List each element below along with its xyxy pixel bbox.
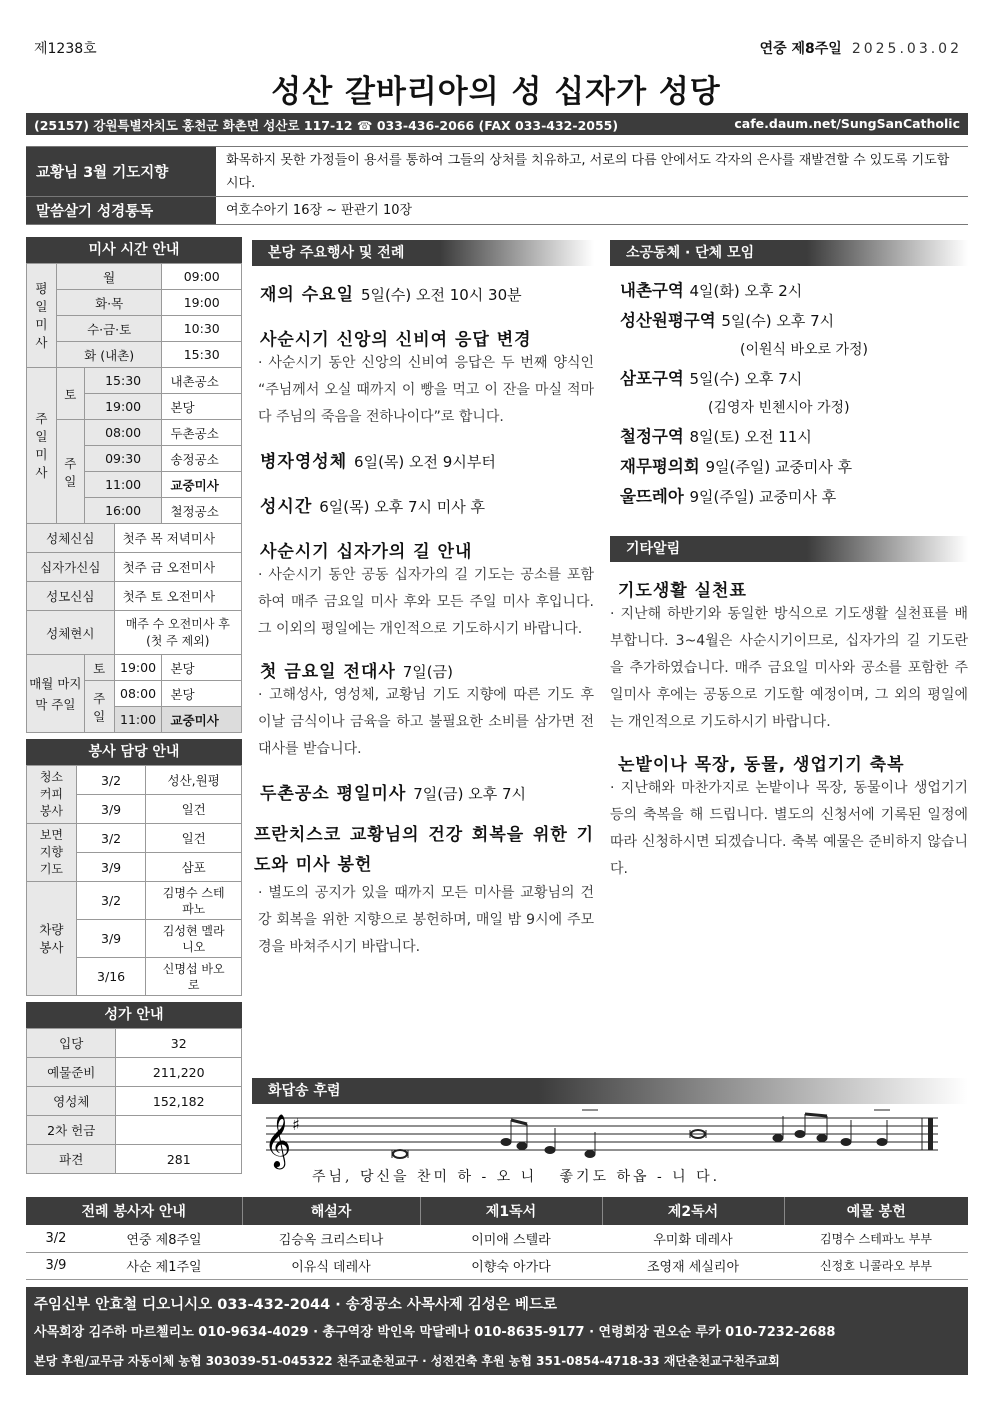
hymn-number: 211,220 (116, 1058, 242, 1087)
address-text: (25157) 강원특별자치도 홍천군 화촌면 성산로 117-12 ☎ 033-436-2066 (FAX 033-432-2055) (34, 118, 619, 133)
table-cell: 이유식 데레사 (242, 1252, 420, 1279)
community-item: 재무평의회 9일(주일) 교중미사 후 (620, 457, 853, 476)
duty-date: 3/2 (76, 824, 146, 853)
mass-place: 송정공소 (162, 446, 242, 472)
duty-group-name: 차량봉사 (27, 882, 77, 996)
table-cell: 연중 제8주일 (86, 1225, 242, 1252)
communities-title: 소공동체 · 단체 모임 (610, 240, 968, 266)
mass-time: 09:30 (84, 446, 162, 472)
page-title: 성산 갈바리아의 성 십자가 성당 (271, 74, 721, 110)
hymn-label: 파견 (27, 1145, 116, 1174)
community-note: (이원식 바오로 가정) (740, 342, 869, 358)
duty-date: 3/9 (76, 920, 146, 958)
address-bar (26, 113, 968, 135)
mass-day: 화 (내촌) (56, 342, 162, 368)
notice-body: · 지난해 하반기와 동일한 방식으로 기도생활 실천표를 배부합니다. 3~4월은 사순시기이므로, 십자가의 길 기도란을 추가하였습니다. 매주 금요일 미사와 공소를 포함한 주일미사 후에는 공동으로 기도할 예정이며, 그 외의 평일에는 개인적으로 기도하시기 바랍니다. (610, 606, 968, 730)
left-column (26, 237, 242, 1174)
mass-time: 15:30 (162, 342, 242, 368)
devotion-when: 첫주 금 오전미사 (114, 553, 241, 582)
footer-contacts (26, 1287, 968, 1375)
mass-day: 월 (56, 264, 162, 290)
event-heading: 재의 수요일 5일(수) 오전 10시 30분 (260, 285, 522, 305)
event-body: · 사순시기 동안 신앙의 신비여 응답은 두 번째 양식인 “주님께서 오실 때까지 이 빵을 먹고 이 잔을 마실 적마다 주님의 죽음을 전하나이다”로 합니다. (258, 355, 594, 425)
date-text: 2025.03.02 (851, 41, 962, 57)
table-row (26, 1225, 968, 1252)
prayer-intention-text: 화목하지 못한 가정들이 용서를 통하여 그들의 상처를 치유하고, 서로의 다름 안에서도 각자의 은사를 재발견할 수 있도록 기도합시다. (226, 153, 950, 191)
liturgy-servers-table (26, 1197, 968, 1280)
psalm-title: 화답송 후렴 (252, 1078, 968, 1104)
bible-reading-text: 여호수아기 16장 ~ 판관기 10장 (226, 203, 413, 218)
prayer-intention-label: 교황님 3월 기도지향 (26, 147, 216, 196)
table-cell: 우미화 데레사 (602, 1225, 784, 1252)
mass-times-table (26, 263, 242, 733)
communities-section (610, 240, 968, 883)
other-notices-title: 기타알림 (610, 536, 968, 562)
event-heading: 병자영성체 6일(목) 오전 9시부터 (260, 452, 496, 472)
duty-person: 신명섭 바오로 (146, 958, 242, 996)
table-header: 예물 봉헌 (784, 1197, 968, 1225)
parish-events-title: 본당 주요행사 및 전례 (252, 240, 594, 266)
mass-time: 19:00 (162, 290, 242, 316)
hymn-label: 영성체 (27, 1087, 116, 1116)
service-duty-table (26, 765, 242, 996)
mass-time: 11:00 (84, 472, 162, 498)
duty-date: 3/2 (76, 766, 146, 795)
hymn-number: 152,182 (116, 1087, 242, 1116)
hymns-table (26, 1028, 242, 1174)
mass-time: 15:30 (84, 368, 162, 394)
table-cell: 3/2 (26, 1225, 86, 1252)
service-duty-title: 봉사 담당 안내 (26, 739, 242, 765)
mass-time: 19:00 (114, 655, 162, 681)
treble-clef-icon: 𝄞 (264, 1113, 292, 1167)
event-body: · 사순시기 동안 공동 십자가의 길 기도는 공소를 포함하여 매주 금요일 미사 후와 모든 주일 미사 후입니다. 그 이외의 평일에는 개인적으로 기도하시기 바랍니다. (258, 567, 594, 637)
duty-date: 3/9 (76, 795, 146, 824)
hymn-number: 281 (116, 1145, 242, 1174)
table-row (26, 1252, 968, 1279)
mass-time: 16:00 (84, 498, 162, 524)
event-heading: 두촌공소 평일미사 7일(금) 오후 7시 (260, 784, 526, 804)
psalm-lyrics: 주님, 당신을 찬미 하 - 오 니 좋기도 하옵 - 니 다. (312, 1169, 721, 1185)
duty-group-name: 청소커피봉사 (27, 766, 77, 824)
duty-person: 김명수 스테파노 (146, 882, 242, 920)
last-sunday-label: 매월 마지막 주일 (27, 655, 85, 733)
table-header: 제2독서 (602, 1197, 784, 1225)
event-heading: 성시간 6일(목) 오후 7시 미사 후 (260, 497, 485, 517)
table-cell: 3/9 (26, 1252, 86, 1279)
table-cell: 이미애 스텔라 (420, 1225, 602, 1252)
duty-date: 3/9 (76, 853, 146, 882)
table-cell: 김승옥 크리스티나 (242, 1225, 420, 1252)
community-item: 철정구역 8일(토) 오전 11시 (620, 427, 812, 446)
community-item: 내촌구역 4일(화) 오후 2시 (620, 281, 803, 300)
event-heading: 프란치스코 교황님의 건강 회복을 위한 기도와 미사 봉헌 (254, 825, 594, 875)
hymn-number (116, 1116, 242, 1145)
footer-council-line: 사목회장 김주하 마르첼리노 010-9634-4029 · 총구역장 박인옥 막달레나 010-8635-9177 · 연령회장 권오순 루카 010-7232-2688 (34, 1325, 836, 1340)
table-header: 해설자 (242, 1197, 420, 1225)
sharp-icon: ♯ (292, 1115, 300, 1134)
last-sunday-day-label: 주일 (84, 681, 114, 733)
event-heading: 첫 금요일 전대사 7일(금) (260, 662, 453, 682)
issue-number: 제1238호 (34, 41, 97, 57)
table-header: 전례 봉사자 안내 (26, 1197, 242, 1225)
event-body: · 고해성사, 영성체, 교황님 기도 지향에 따른 기도 후 이날 금식이나 금육을 하고 불필요한 소비를 삼가면 전대사를 받습니다. (258, 687, 594, 757)
hymn-label: 2차 헌금 (27, 1116, 116, 1145)
mass-day: 수·금·토 (56, 316, 162, 342)
mass-time: 09:00 (162, 264, 242, 290)
saturday-label: 토 (56, 368, 84, 420)
devotion-name: 성체현시 (27, 611, 115, 655)
event-heading: 사순시기 신앙의 신비여 응답 변경 (260, 330, 532, 350)
mass-place: 내촌공소 (162, 368, 242, 394)
mass-time: 10:30 (162, 316, 242, 342)
table-header: 제1독서 (420, 1197, 602, 1225)
duty-date: 3/2 (76, 882, 146, 920)
devotion-when: 매주 수 오전미사 후 (첫 주 제외) (114, 611, 241, 655)
footer-account-line: 본당 후원/교무금 자동이체 농협 303039-51-045322 천주교춘천교구 · 성전건축 후원 농협 351-0854-4718-33 재단춘천교구천주교회 (34, 1354, 780, 1368)
parish-events-section (252, 240, 594, 961)
mass-time: 08:00 (114, 681, 162, 707)
hymns-title: 성가 안내 (26, 1002, 242, 1028)
table-cell: 조영재 세실리아 (602, 1252, 784, 1279)
community-item: 울뜨레아 9일(주일) 교중미사 후 (620, 487, 837, 506)
duty-person: 삼포 (146, 853, 242, 882)
community-item: 성산원평구역 5일(수) 오후 7시 (620, 311, 835, 330)
duty-person: 성산,원평 (146, 766, 242, 795)
mass-place: 철정공소 (162, 498, 242, 524)
prayer-section (26, 146, 968, 225)
mass-time: 19:00 (84, 394, 162, 420)
mass-place: 교중미사 (162, 707, 242, 733)
website-link[interactable]: cafe.daum.net/SungSanCatholic (734, 116, 960, 131)
mass-place: 교중미사 (162, 472, 242, 498)
table-cell: 사순 제1주일 (86, 1252, 242, 1279)
mass-place: 본당 (162, 655, 242, 681)
duty-person: 일건 (146, 795, 242, 824)
event-body: · 별도의 공지가 있을 때까지 모든 미사를 교황님의 건강 회복을 위한 지향으로 봉헌하며, 매일 밤 9시에 주모경을 바쳐주시기 바랍니다. (258, 885, 594, 955)
mass-time: 11:00 (114, 707, 162, 733)
liturgical-week: 연중 제8주일 (759, 41, 842, 57)
mass-place: 두촌공소 (162, 420, 242, 446)
sunday-label: 주일 (56, 420, 84, 524)
duty-person: 일건 (146, 824, 242, 853)
hymn-label: 입당 (27, 1029, 116, 1058)
last-saturday-label: 토 (84, 655, 114, 681)
devotion-name: 성모신심 (27, 582, 115, 611)
notice-body: · 지난해와 마찬가지로 논밭이나 목장, 동물이나 생업기기 등의 축복을 해 드립니다. 별도의 신청서에 기록된 일정에 따라 신청하시면 되겠습니다. 축복 예물은 준비하지 않습니다. (610, 780, 968, 877)
issue-date (760, 38, 962, 58)
table-cell: 이향숙 아가다 (420, 1252, 602, 1279)
footer-pastor-line: 주임신부 안효철 디오니시오 033-432-2044 · 송정공소 사목사제 김성은 베드로 (34, 1297, 558, 1313)
table-cell: 신정호 니콜라오 부부 (784, 1252, 968, 1279)
hymn-number: 32 (116, 1029, 242, 1058)
duty-date: 3/16 (76, 958, 146, 996)
devotion-when: 첫주 목 저녁미사 (114, 524, 241, 553)
hymn-label: 예물준비 (27, 1058, 116, 1087)
devotion-name: 성체신심 (27, 524, 115, 553)
weekday-mass-label: 평일미사 (27, 264, 57, 368)
community-list (610, 276, 968, 512)
duty-person: 김성현 멜라니오 (146, 920, 242, 958)
sunday-mass-label: 주일미사 (27, 368, 57, 524)
table-cell: 김명수 스테파노 부부 (784, 1225, 968, 1252)
notice-heading: 논밭이나 목장, 동물, 생업기기 축복 (618, 755, 905, 775)
mass-day: 화·목 (56, 290, 162, 316)
bible-reading-label: 말씀살기 성경통독 (26, 197, 216, 224)
community-note: (김영자 빈첸시아 가정) (708, 400, 850, 416)
devotion-name: 십자가신심 (27, 553, 115, 582)
mass-time: 08:00 (84, 420, 162, 446)
notice-heading: 기도생활 실천표 (618, 581, 747, 601)
mass-times-title: 미사 시간 안내 (26, 237, 242, 263)
mass-place: 본당 (162, 394, 242, 420)
mass-place: 본당 (162, 681, 242, 707)
community-item: 삼포구역 5일(수) 오후 7시 (620, 369, 803, 388)
duty-group-name: 보면지향기도 (27, 824, 77, 882)
devotion-when: 첫주 토 오전미사 (114, 582, 241, 611)
psalm-score (252, 1104, 968, 1190)
event-heading: 사순시기 십자가의 길 안내 (260, 542, 473, 562)
